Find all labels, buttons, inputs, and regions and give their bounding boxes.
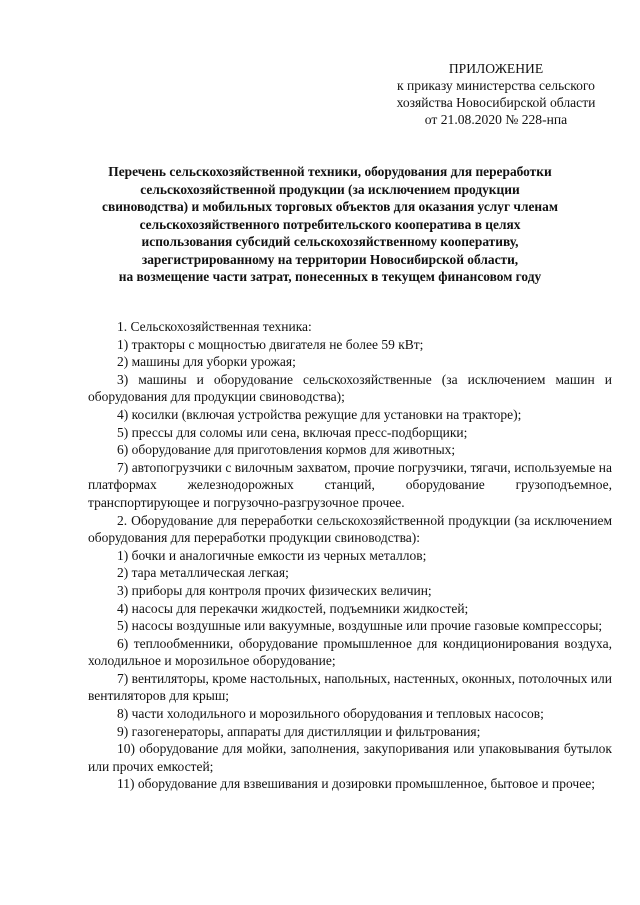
title-line: зарегистрированному на территории Новосибирской области,	[141, 251, 519, 267]
list-item: 8) части холодильного и морозильного оборудования и тепловых насосов;	[117, 706, 544, 722]
list-item: 4) насосы для перекачки жидкостей, подъемники жидкостей;	[117, 600, 469, 616]
list-item: 6) оборудование для приготовления кормов для животных;	[117, 442, 456, 458]
title-line: свиноводства) и мобильных торговых объектов для оказания услуг членам	[102, 199, 558, 214]
appendix-date-number: от 21.08.2020 № 228-нпа	[424, 112, 568, 127]
list-item: 1) тракторы с мощностью двигателя не более 59 кВт;	[117, 336, 424, 352]
appendix-header	[376, 60, 616, 128]
list-item: 10) оборудование для мойки, заполнения, закупоривания или упаковывания бутылок или прочих емкостей;	[88, 741, 612, 774]
title-line: использования субсидий сельскохозяйственному кооперативу,	[141, 234, 519, 249]
list-item: 6) теплообменники, оборудование промышленное для кондиционирования воздуха, холодильное и морозильное оборудование;	[88, 635, 612, 669]
list-item: 3) приборы для контроля прочих физических величин;	[117, 582, 432, 598]
list-item: 5) насосы воздушные или вакуумные, воздушные или прочие газовые компрессоры;	[117, 618, 603, 634]
document-title	[60, 163, 600, 286]
appendix-ministry-line: хозяйства Новосибирской области	[396, 95, 596, 110]
appendix-order-line: к приказу министерства сельского	[397, 78, 595, 93]
title-line: сельскохозяйственного потребительского кооператива в целях	[139, 216, 521, 232]
title-line: на возмещение части затрат, понесенных в текущем финансовом году	[118, 269, 542, 284]
list-item: 11) оборудование для взвешивания и дозировки промышленное, бытовое и прочее;	[117, 776, 595, 792]
list-item: 3) машины и оборудование сельскохозяйственные (за исключением машин и оборудования для продукции свиноводства);	[88, 371, 612, 405]
title-line: сельскохозяйственной продукции (за исключением продукции	[140, 181, 520, 197]
list-item: 2) машины для уборки урожая;	[117, 354, 296, 370]
title-line: Перечень сельскохозяйственной техники, оборудования для переработки	[108, 164, 552, 179]
document-body	[88, 318, 612, 793]
list-item: 2) тара металлическая легкая;	[117, 565, 289, 581]
list-item: 5) прессы для соломы или сена, включая пресс-подборщики;	[117, 424, 468, 440]
section-heading-processing-equipment: 2. Оборудование для переработки сельскохозяйственной продукции (за исключением оборудования для переработки продукции свиноводства):	[88, 512, 612, 546]
list-item: 7) вентиляторы, кроме настольных, напольных, настенных, оконных, потолочных или вентиляторов для крыш;	[88, 670, 612, 704]
list-item: 4) косилки (включая устройства режущие для установки на тракторе);	[117, 406, 522, 422]
appendix-label: ПРИЛОЖЕНИЕ	[448, 61, 544, 76]
list-item: 9) газогенераторы, аппараты для дистилляции и фильтрования;	[117, 723, 481, 739]
list-item: 1) бочки и аналогичные емкости из черных металлов;	[117, 547, 427, 563]
list-item: 7) автопогрузчики с вилочным захватом, прочие погрузчики, тягачи, используемые на платформах железнодорожных станций, оборудование грузоподъемное, транспортирующее и погрузочно-разгрузочное прочее.	[88, 459, 612, 510]
section-heading-agricultural-machinery: 1. Сельскохозяйственная техника:	[117, 319, 312, 334]
